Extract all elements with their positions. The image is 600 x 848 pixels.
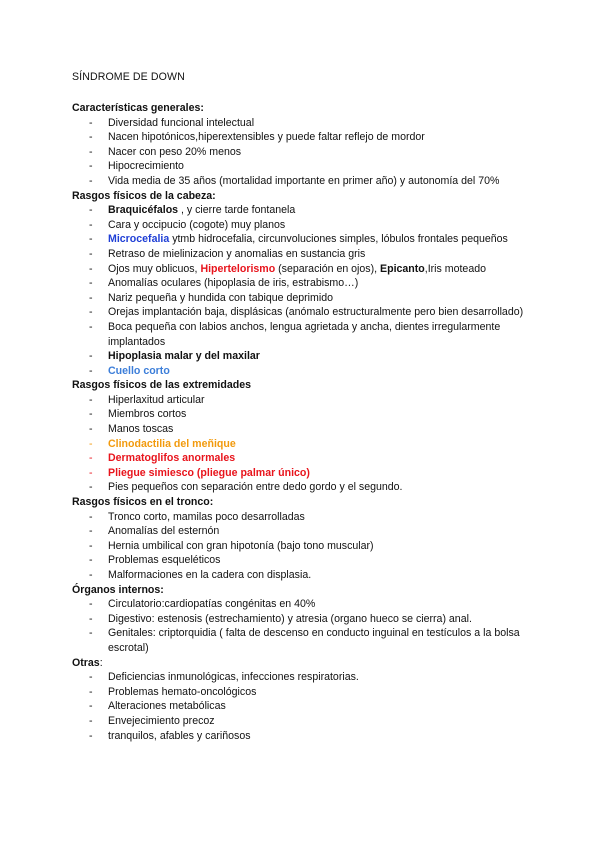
- page-title: SÍNDROME DE DOWN: [72, 71, 185, 83]
- bullet-dash: -: [89, 423, 93, 436]
- list-item-text: Clinodactilia del meñique: [108, 437, 236, 450]
- list-item: [72, 466, 532, 481]
- list-item: [72, 685, 532, 700]
- bullet-dash: -: [89, 685, 93, 698]
- bullet-dash: -: [89, 218, 93, 231]
- bullet-dash: -: [89, 554, 93, 567]
- section-heading: [72, 495, 532, 510]
- section-heading-text: Rasgos físicos de las extremidades: [72, 379, 251, 392]
- list-item: [72, 626, 532, 655]
- bullet-dash: -: [89, 277, 93, 290]
- list-item-text: Cuello corto: [108, 364, 170, 377]
- list-item-text: Braquicéfalos: [108, 204, 179, 217]
- section-heading-text: Rasgos físicos en el tronco:: [72, 496, 214, 509]
- list-item-text: Hipoplasia malar y del maxilar: [108, 350, 260, 363]
- list-item-text: Ojos muy oblicuos,: [108, 262, 201, 275]
- list-item: [72, 262, 532, 277]
- list-item: [72, 714, 532, 729]
- bullet-dash: -: [89, 262, 93, 275]
- bullet-dash: -: [89, 174, 93, 187]
- list-item: [72, 597, 532, 612]
- list-item-text: Epicanto: [380, 262, 425, 275]
- bullet-dash: -: [89, 510, 93, 523]
- list-item: [72, 291, 532, 306]
- list-item: [72, 130, 532, 145]
- list-item: [72, 247, 532, 262]
- bullet-dash: -: [89, 291, 93, 304]
- list-item: [72, 699, 532, 714]
- list-item: [72, 422, 532, 437]
- list-item-text: Nariz pequeña y hundida con tabique deprimido: [108, 291, 333, 304]
- list-item-text: Deficiencias inmunológicas, infecciones respiratorias.: [108, 671, 359, 684]
- bullet-list: [72, 203, 532, 378]
- list-item-text: Pies pequeños con separación entre dedo gordo y el segundo.: [108, 481, 403, 494]
- bullet-dash: -: [89, 466, 93, 479]
- list-item: [72, 320, 532, 349]
- list-item-text: Anomalías del esternón: [108, 525, 220, 538]
- list-item: [72, 568, 532, 583]
- list-item: [72, 612, 532, 627]
- list-item-text: Pliegue simiesco (pliegue palmar único): [108, 466, 310, 479]
- list-item-text: Retraso de mielinizacion y anomalias en sustancia gris: [108, 247, 366, 260]
- list-item-text: Orejas implantación baja, displásicas (anómalo estructuralmente pero bien desarrollado): [108, 306, 524, 319]
- list-item-text: Diversidad funcional intelectual: [108, 116, 255, 129]
- list-item: [72, 393, 532, 408]
- list-item-text: Hiperlaxitud articular: [108, 393, 205, 406]
- bullet-list: [72, 393, 532, 495]
- list-item: [72, 539, 532, 554]
- bullet-dash: -: [89, 437, 93, 450]
- list-item: [72, 349, 532, 364]
- bullet-dash: -: [89, 671, 93, 684]
- list-item-text: Hernia umbilical con gran hipotonía (bajo tono muscular): [108, 539, 374, 552]
- list-item: [72, 364, 532, 379]
- list-item-text: Miembros cortos: [108, 408, 187, 421]
- bullet-list: [72, 510, 532, 583]
- bullet-dash: -: [89, 116, 93, 129]
- list-item: [72, 407, 532, 422]
- bullet-dash: -: [89, 598, 93, 611]
- list-item-text: Microcefalia: [108, 233, 170, 246]
- list-item: [72, 232, 532, 247]
- bullet-list: [72, 597, 532, 655]
- list-item: [72, 203, 532, 218]
- bullet-dash: -: [89, 481, 93, 494]
- list-item-text: Dermatoglifos anormales: [108, 452, 236, 465]
- list-item: [72, 670, 532, 685]
- list-item: [72, 524, 532, 539]
- list-item: [72, 553, 532, 568]
- bullet-dash: -: [89, 525, 93, 538]
- bullet-dash: -: [89, 350, 93, 363]
- section-heading: [72, 378, 532, 393]
- list-item: [72, 305, 532, 320]
- section-heading-suffix: :: [99, 656, 103, 669]
- section-heading-text: Otras: [72, 656, 100, 669]
- section-heading-text: Rasgos físicos de la cabeza:: [72, 189, 216, 202]
- list-item: [72, 174, 532, 189]
- list-item: [72, 218, 532, 233]
- list-item-text: Nacer con peso 20% menos: [108, 145, 242, 158]
- list-item-text: Malformaciones en la cadera con displasia.: [108, 569, 312, 581]
- list-item: [72, 510, 532, 525]
- list-item: [72, 276, 532, 291]
- list-item-text: Hipocrecimiento: [108, 160, 184, 173]
- bullet-list: [72, 116, 532, 189]
- bullet-dash: -: [89, 204, 93, 217]
- bullet-dash: -: [89, 714, 93, 727]
- list-item-text: Tronco corto, mamilas poco desarrolladas: [108, 510, 305, 523]
- list-item-text: Genitales: criptorquidia ( falta de descenso en conducto inguinal en testículos a la bolsa escrotal): [108, 627, 520, 654]
- list-item: [72, 480, 532, 495]
- list-item-text: Hipertelorismo: [200, 262, 276, 275]
- list-item: [72, 145, 532, 160]
- section-heading: [72, 656, 532, 671]
- bullet-dash: -: [89, 627, 93, 640]
- list-item: [72, 159, 532, 174]
- list-item-text: Problemas esqueléticos: [108, 554, 221, 567]
- bullet-dash: -: [89, 612, 93, 625]
- bullet-dash: -: [89, 539, 93, 552]
- list-item-text: Nacen hipotónicos,hiperextensibles y puede faltar reflejo de mordor: [108, 131, 425, 144]
- list-item-text: Manos toscas: [108, 423, 174, 436]
- list-item-text: Envejecimiento precoz: [108, 714, 215, 727]
- bullet-dash: -: [89, 320, 93, 333]
- bullet-dash: -: [89, 569, 93, 581]
- bullet-dash: -: [89, 306, 93, 319]
- document-body: [72, 101, 532, 743]
- section-heading-text: Órganos internos:: [72, 583, 164, 596]
- list-item-text: Digestivo: estenosis (estrechamiento) y atresia (organo hueco se cierra) anal.: [108, 612, 472, 625]
- list-item-text: , y cierre tarde fontanela: [178, 204, 296, 217]
- list-item: [72, 116, 532, 131]
- list-item-text: Cara y occipucio (cogote) muy planos: [108, 218, 286, 231]
- section-heading-text: Características generales:: [72, 102, 204, 114]
- bullet-dash: -: [89, 393, 93, 406]
- list-item-text: Anomalías oculares (hipoplasia de iris, estrabismo…): [108, 277, 359, 290]
- list-item-text: Alteraciones metabólicas: [108, 700, 226, 713]
- list-item-text: Problemas hemato-oncológicos: [108, 685, 257, 698]
- list-item-text: ,Iris moteado: [424, 262, 487, 275]
- bullet-dash: -: [89, 452, 93, 465]
- bullet-dash: -: [89, 364, 93, 377]
- list-item-text: ytmb hidrocefalia, circunvoluciones simples, lóbulos frontales pequeños: [169, 233, 508, 246]
- bullet-dash: -: [89, 408, 93, 421]
- bullet-dash: -: [89, 729, 93, 742]
- list-item-text: tranquilos, afables y cariñosos: [108, 729, 251, 742]
- bullet-list: [72, 670, 532, 743]
- list-item: [72, 437, 532, 452]
- list-item-text: Boca pequeña con labios anchos, lengua agrietada y ancha, dientes irregularmente implantados: [108, 320, 501, 348]
- bullet-dash: -: [89, 160, 93, 173]
- bullet-dash: -: [89, 247, 93, 260]
- section-heading: [72, 583, 532, 598]
- list-item-text: Circulatorio:cardiopatías congénitas en 40%: [108, 598, 316, 611]
- list-item-text: Vida media de 35 años (mortalidad importante en primer año) y autonomía del 70%: [108, 174, 500, 187]
- section-heading: [72, 101, 532, 116]
- bullet-dash: -: [89, 700, 93, 713]
- list-item: [72, 451, 532, 466]
- section-heading: [72, 189, 532, 204]
- bullet-dash: -: [89, 131, 93, 144]
- bullet-dash: -: [89, 233, 93, 246]
- list-item: [72, 729, 532, 744]
- bullet-dash: -: [89, 145, 93, 158]
- list-item-text: (separación en ojos),: [275, 262, 381, 275]
